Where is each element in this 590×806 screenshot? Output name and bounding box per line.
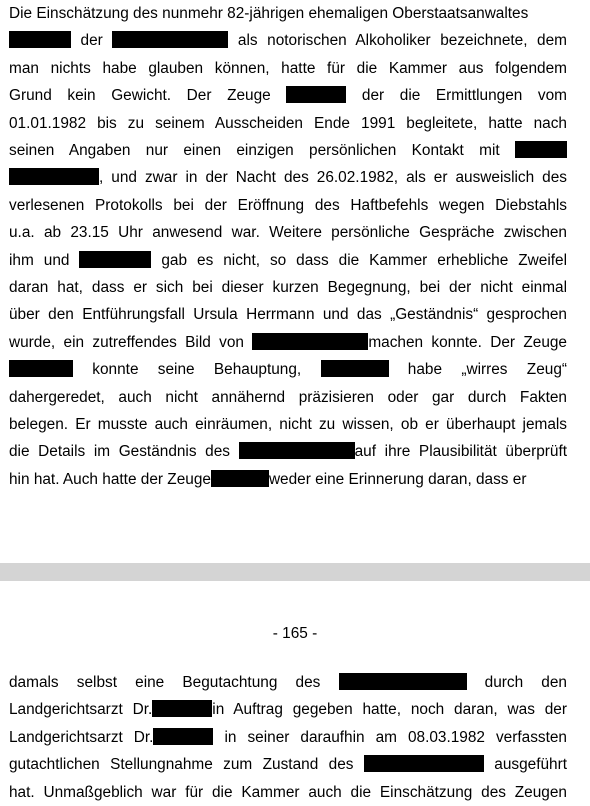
- redaction-bar: [9, 31, 71, 48]
- text-segment: , und zwar in der Nacht des 26.02.1982, als er ausweislich des: [99, 169, 567, 187]
- text-segment: konnte seine Behauptung,: [73, 361, 321, 379]
- text-segment: 01.01.1982 bis zu seinem Ausscheiden Ende 1991 begleitete, hatte nach: [9, 114, 567, 132]
- text-line: [9, 138, 567, 164]
- text-line: [9, 752, 567, 778]
- text-segment: man nichts habe glauben können, hatte für die Kammer aus folgendem: [9, 59, 567, 77]
- text-segment: gutachtlichen Stellungnahme zum Zustand des: [9, 756, 364, 774]
- text-segment: ihm und: [9, 251, 80, 269]
- document-page-lower: [0, 581, 590, 803]
- text-line: [9, 467, 567, 493]
- text-segment: durch den: [466, 674, 567, 691]
- text-segment: die Details im Geständnis des: [9, 443, 239, 461]
- text-segment: der: [71, 32, 113, 50]
- text-line: [9, 193, 567, 219]
- redaction-bar: [239, 442, 355, 459]
- redaction-bar: [321, 360, 389, 377]
- text-segment: gab es nicht, so dass die Kammer erhebliche Zweifel: [151, 251, 567, 269]
- text-segment: in seiner daraufhin am 08.03.1982 verfassten: [213, 728, 567, 746]
- page-number: - 165 -: [272, 625, 318, 642]
- text-segment: daran hat, dass er sich bei dieser kurzen Begegnung, bei der nicht einmal: [9, 279, 567, 296]
- text-line: [9, 670, 567, 696]
- text-segment: ausgeführt: [483, 756, 567, 774]
- page-separator: [0, 563, 590, 581]
- text-line: [9, 385, 567, 411]
- text-line: [9, 780, 567, 806]
- text-segment: damals selbst eine Begutachtung des: [9, 674, 339, 691]
- text-line: [9, 111, 567, 137]
- text-segment: dahergeredet, auch nicht annähernd präzisieren oder gar durch Fakten: [9, 388, 567, 406]
- redaction-bar: [364, 755, 484, 772]
- text-segment: über den Entführungsfall Ursula Herrmann und das „Geständnis“ gesprochen: [9, 306, 567, 324]
- text-segment: hin hat. Auch hatte der Zeuge: [9, 470, 211, 488]
- text-line: [9, 357, 567, 383]
- text-segment: verlesenen Protokolls bei der Eröffnung des Haftbefehls wegen Diebstahls: [9, 196, 567, 214]
- redaction-bar: [9, 168, 99, 185]
- text-line: [9, 439, 567, 465]
- text-line: [9, 330, 567, 356]
- text-line: [9, 1, 567, 27]
- text-segment: seinen Angaben nur einen einzigen persönlichen Kontakt mit: [9, 142, 515, 159]
- redaction-bar: [339, 673, 467, 690]
- text-line: [9, 28, 567, 54]
- text-line: [9, 275, 567, 301]
- text-line: [9, 83, 567, 109]
- redaction-bar: [79, 251, 151, 268]
- text-segment: auf ihre Plausibilität überprüft: [354, 443, 568, 461]
- text-segment: Landgerichtsarzt Dr.: [9, 728, 154, 746]
- text-segment: u.a. ab 23.15 Uhr anwesend war. Weitere persönliche Gespräche zwischen: [9, 224, 567, 242]
- text-line: [9, 220, 567, 246]
- text-segment: in Auftrag gegeben hatte, noch daran, was der: [212, 701, 567, 719]
- text-segment: als notorischen Alkoholiker bezeichnete, dem: [228, 32, 568, 50]
- text-segment: belegen. Er musste auch einräumen, nicht zu wissen, ob er überhaupt jemals: [9, 416, 567, 433]
- text-segment: weder eine Erinnerung daran, dass er: [268, 470, 527, 488]
- text-line: [9, 165, 567, 191]
- text-line: [9, 56, 567, 82]
- text-segment: machen konnte. Der Zeuge: [368, 333, 567, 351]
- text-segment: Grund kein Gewicht. Der Zeuge: [9, 87, 287, 105]
- text-segment: habe „wirres Zeug“: [388, 361, 568, 379]
- text-line: [9, 302, 567, 328]
- text-line: [9, 697, 567, 723]
- text-segment: der die Ermittlungen vom: [346, 87, 567, 105]
- redaction-bar: [152, 700, 212, 717]
- redaction-bar: [515, 141, 567, 158]
- redaction-bar: [9, 360, 73, 377]
- text-segment: Die Einschätzung des nunmehr 82-jährigen ehemaligen Oberstaatsanwaltes: [9, 5, 529, 22]
- text-line: [9, 412, 567, 438]
- text-line: [9, 248, 567, 274]
- redaction-bar: [112, 31, 228, 48]
- redaction-bar: [252, 333, 368, 350]
- text-segment: wurde, ein zutreffendes Bild von: [9, 333, 253, 351]
- text-segment: Landgerichtsarzt Dr.: [9, 701, 153, 719]
- text-line: [9, 725, 567, 751]
- text-segment: hat. Unmaßgeblich war für die Kammer auch die Einschätzung des Zeugen: [9, 783, 567, 801]
- redaction-bar: [286, 86, 346, 103]
- redaction-bar: [153, 728, 213, 745]
- redaction-bar: [211, 470, 269, 487]
